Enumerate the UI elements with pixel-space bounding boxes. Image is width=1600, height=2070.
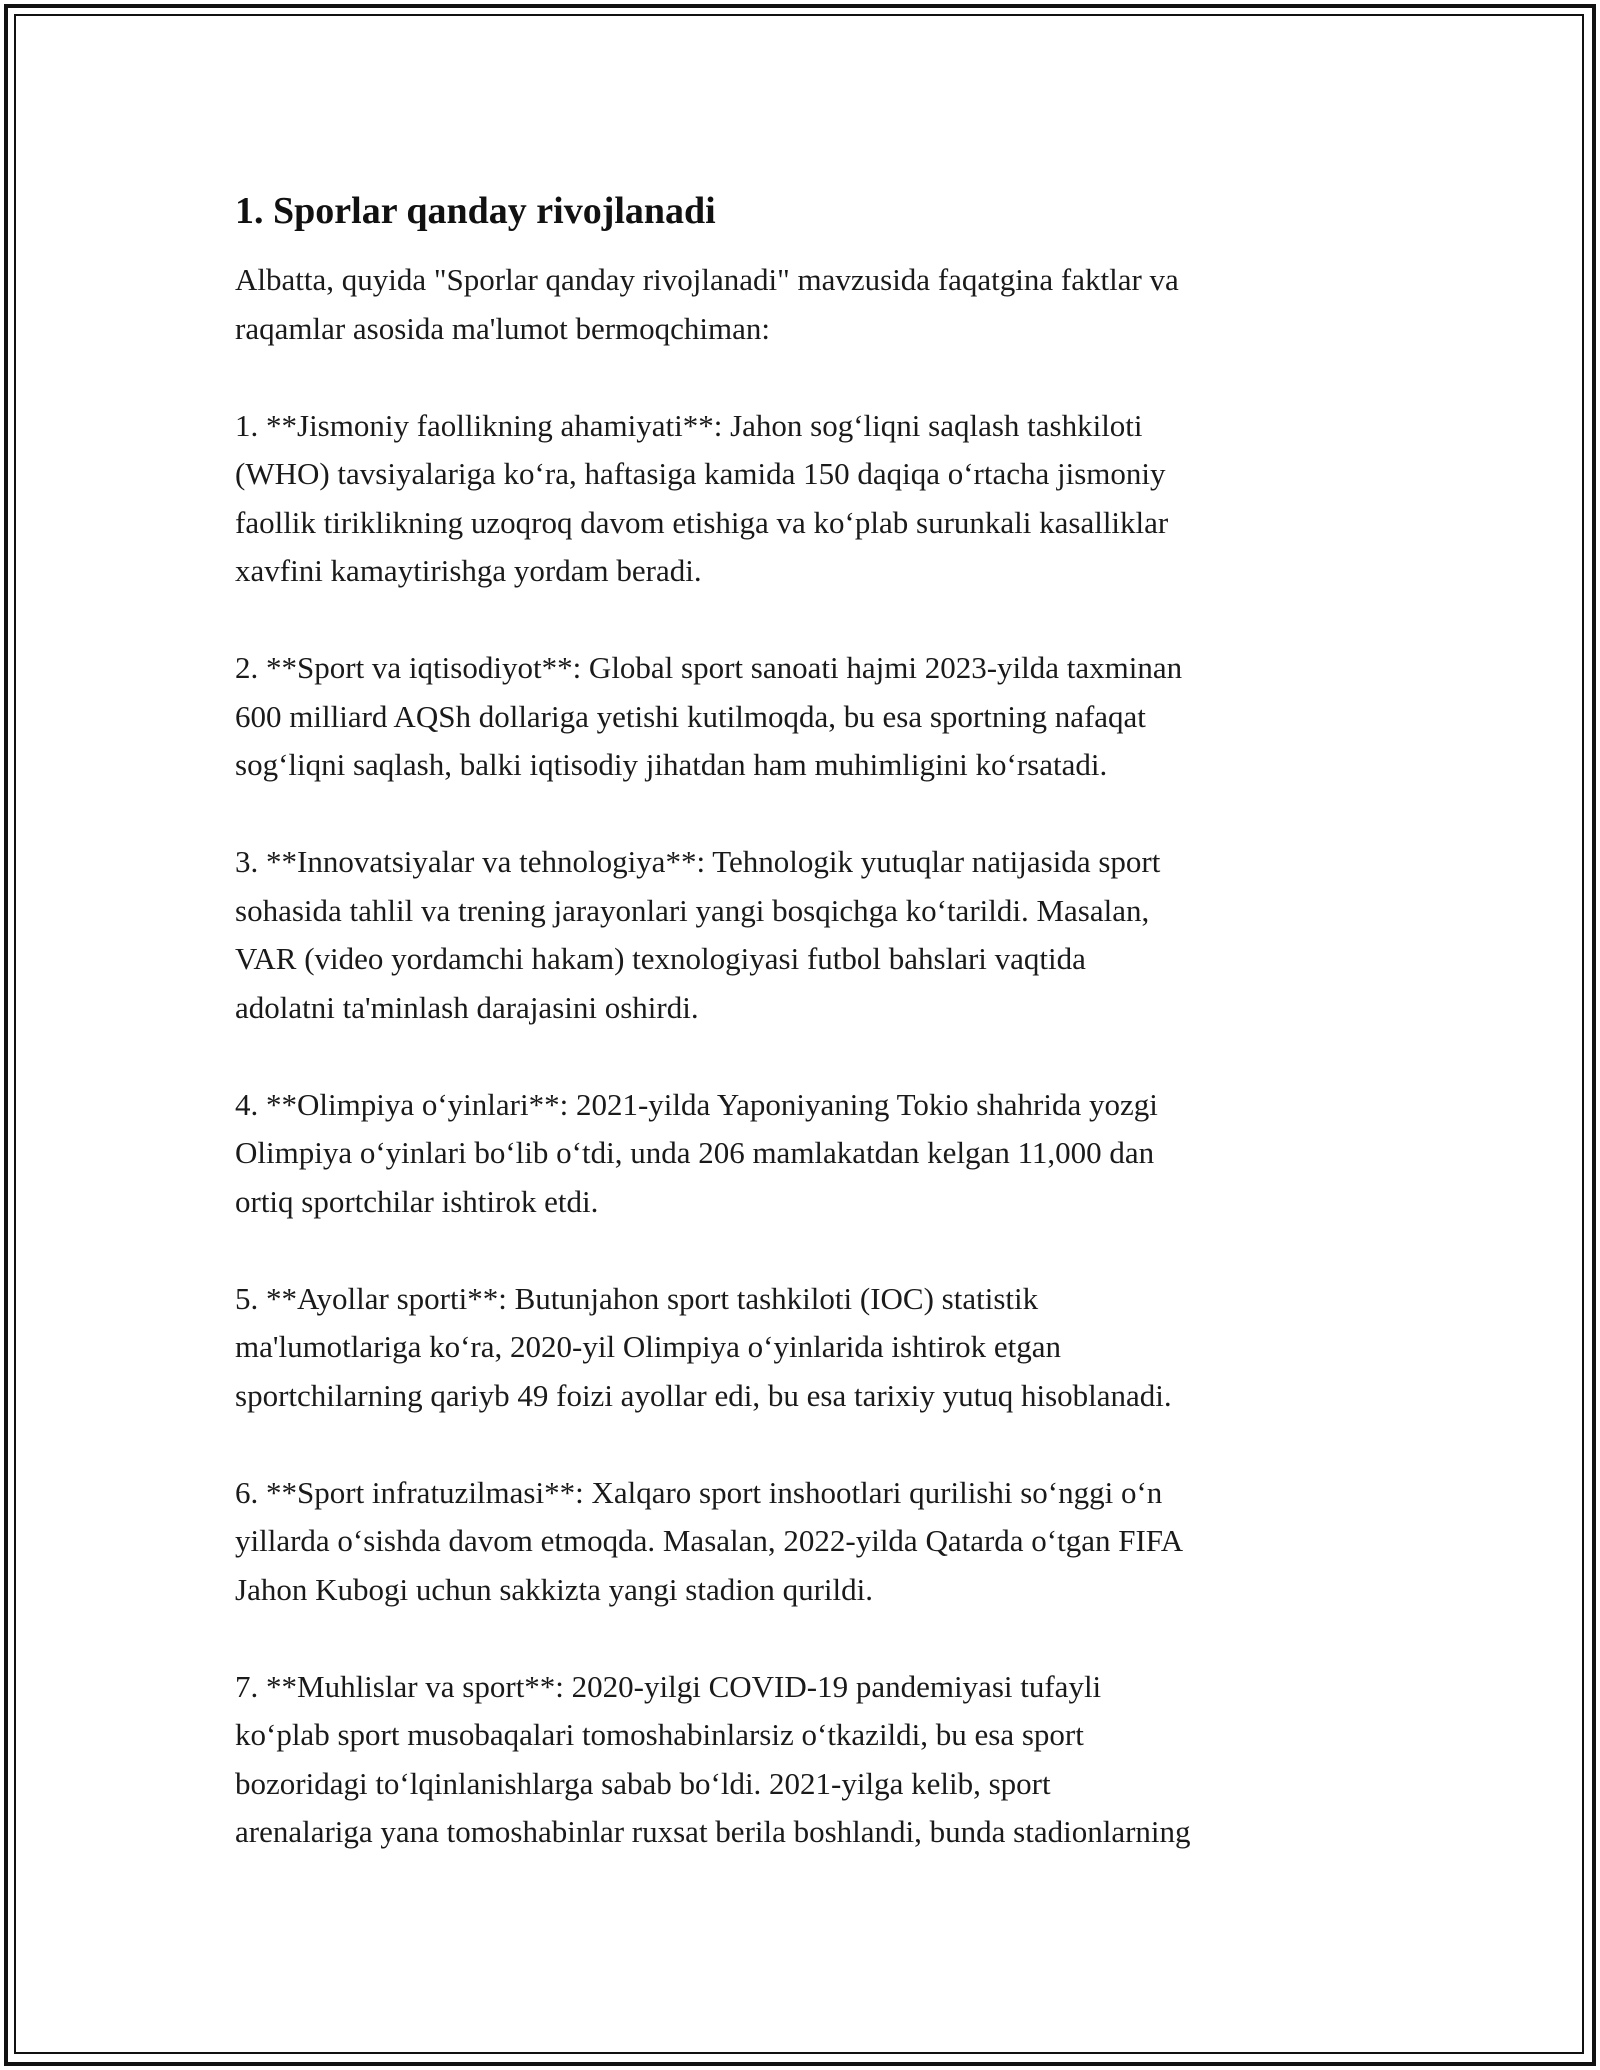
list-item-sport-economy: 2. **Sport va iqtisodiyot**: Global sport sanoati hajmi 2023-yilda taxminan 600 milliard AQSh dollariga yetishi kutilmoqda, bu esa sportning nafaqat sog‘liqni saqlash, balki iqtisodiy jihatdan ham muhimligini ko‘rsatadi. <box>235 650 1183 782</box>
list-item-innovations: 3. **Innovatsiyalar va tehnologiya**: Tehnologik yutuqlar natijasida sport sohasida tahlil va trening jarayonlari yangi bosqichga ko‘tarildi. Masalan, VAR (video yordamchi hakam) texnologiyasi futbol bahslari vaqtida adolatni ta'minlash darajasini oshirdi. <box>235 844 1161 1025</box>
list-item-physical-activity: 1. **Jismoniy faollikning ahamiyati**: Jahon sog‘liqni saqlash tashkiloti (WHO) tavsiyalariga ko‘ra, haftasiga kamida 150 daqiqa o‘rtacha jismoniy faollik tiriklikning uzoqroq davom etishiga va ko‘plab surunkali kasalliklar xavfini kamaytirishga yordam beradi. <box>235 407 1169 588</box>
list-item-fans: 7. **Muhlislar va sport**: 2020-yilgi COVID-19 pandemiyasi tufayli ko‘plab sport musobaqalari tomoshabinlarsiz o‘tkazildi, bu esa sport bozoridagi to‘lqinlanishlarga sabab bo‘ldi. 2021-yilga kelib, sport arenalariga yana tomoshabinlar ruxsat berila boshlandi, bunda stadionlarning <box>235 1668 1191 1849</box>
list-item-women-sport: 5. **Ayollar sporti**: Butunjahon sport tashkiloti (IOC) statistik ma'lumotlariga ko‘ra, 2020-yil Olimpiya o‘yinlarida ishtirok etgan sportchilarning qariyb 49 foizi ayollar edi, bu esa tarixiy yutuq hisoblanadi. <box>235 1280 1172 1413</box>
page-title: 1. Sporlar qanday rivojlanadi <box>235 190 716 232</box>
document-body <box>235 186 1375 1905</box>
list-item-olympic-games: 4. **Olimpiya o‘yinlari**: 2021-yilda Yaponiyaning Tokio shahrida yozgi Olimpiya o‘yinlari bo‘lib o‘tdi, unda 206 mamlakatdan kelgan 11,000 dan ortiq sportchilar ishtirok etdi. <box>235 1086 1158 1219</box>
intro-paragraph: Albatta, quyida "Sporlar qanday rivojlanadi" mavzusida faqatgina faktlar va raqamlar asosida ma'lumot bermoqchiman: <box>235 262 1179 346</box>
list-item-infrastructure: 6. **Sport infratuzilmasi**: Xalqaro sport inshootlari qurilishi so‘nggi o‘n yillarda o‘sishda davom etmoqda. Masalan, 2022-yilda Qatarda o‘tgan FIFA Jahon Kubogi uchun sakkizta yangi stadion qurildi. <box>235 1474 1184 1607</box>
